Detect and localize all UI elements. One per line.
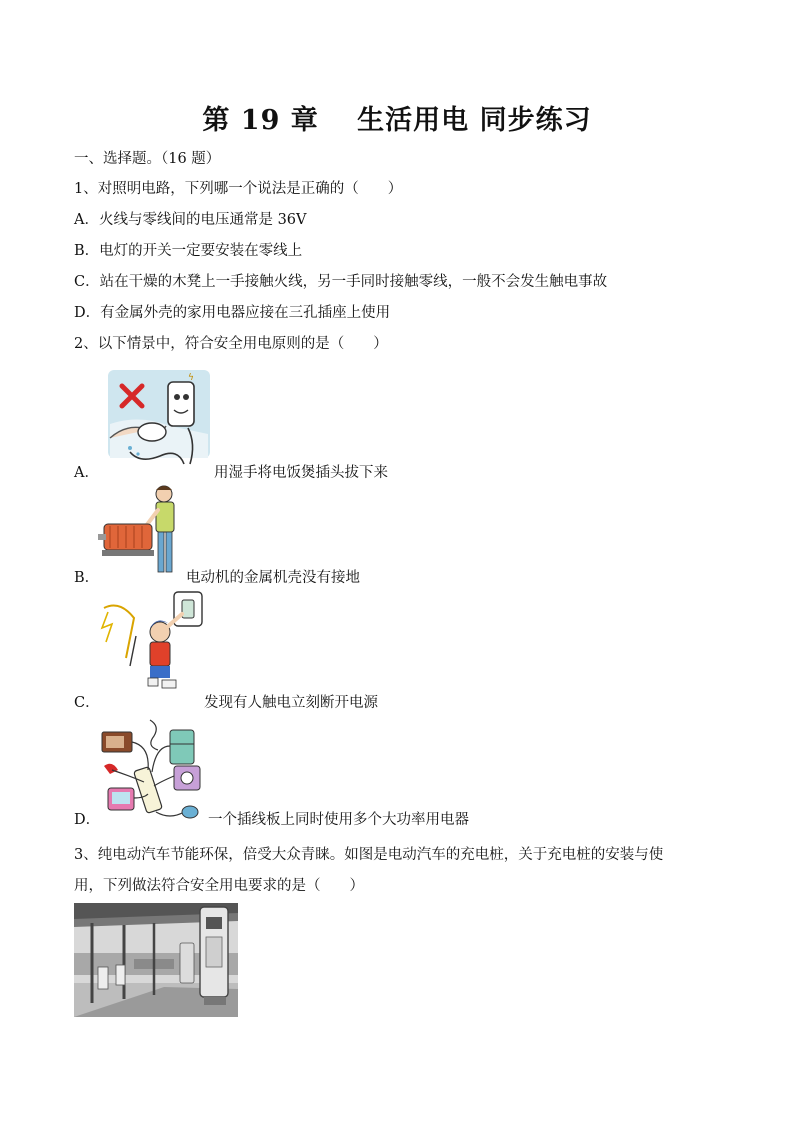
svg-text:ϟ: ϟ bbox=[188, 373, 194, 383]
question-2-option-a-label: A． bbox=[74, 465, 99, 481]
question-2-option-d-label: D． bbox=[74, 812, 101, 828]
question-2-option-a-text: 用湿手将电饭煲插头拔下来 bbox=[214, 465, 388, 481]
overloaded-power-strip-illustration bbox=[100, 716, 208, 826]
charging-station-photo bbox=[74, 903, 238, 1017]
question-2-option-d-text: 一个插线板上同时使用多个大功率用电器 bbox=[208, 812, 469, 828]
cut-power-rescue-illustration bbox=[100, 588, 206, 694]
ungrounded-motor-illustration bbox=[98, 484, 186, 580]
question-1-option-c: C．站在干燥的木凳上一手接触火线，另一手同时接触零线，一般不会发生触电事故 bbox=[74, 274, 608, 290]
section-heading: 一、选择题。（16 题） bbox=[74, 151, 221, 167]
wet-hand-unplug-illustration bbox=[100, 364, 212, 476]
question-3-stem-line-2: 用，下列做法符合安全用电要求的是（ ） bbox=[74, 878, 364, 894]
page-title: 第 19 章 生活用电 同步练习 bbox=[202, 105, 592, 136]
question-3-stem-line-1: 3、纯电动汽车节能环保，倍受大众青睐。如图是电动汽车的充电桩，关于充电桩的安装与使 bbox=[74, 847, 664, 863]
question-1-stem: 1、对照明电路，下列哪一个说法是正确的（ ） bbox=[74, 181, 403, 197]
question-2-stem: 2、以下情景中，符合安全用电原则的是（ ） bbox=[74, 336, 388, 352]
question-1-option-a: A．火线与零线间的电压通常是 36V bbox=[74, 212, 307, 228]
question-2-option-c-text: 发现有人触电立刻断开电源 bbox=[204, 695, 378, 711]
question-1-option-d: D．有金属外壳的家用电器应接在三孔插座上使用 bbox=[74, 305, 391, 321]
question-2-option-b-label: B． bbox=[74, 570, 100, 586]
question-2-option-c-label: C． bbox=[74, 695, 100, 711]
question-2-option-b-text: 电动机的金属机壳没有接地 bbox=[186, 570, 360, 586]
question-1-option-b: B．电灯的开关一定要安装在零线上 bbox=[74, 243, 303, 259]
